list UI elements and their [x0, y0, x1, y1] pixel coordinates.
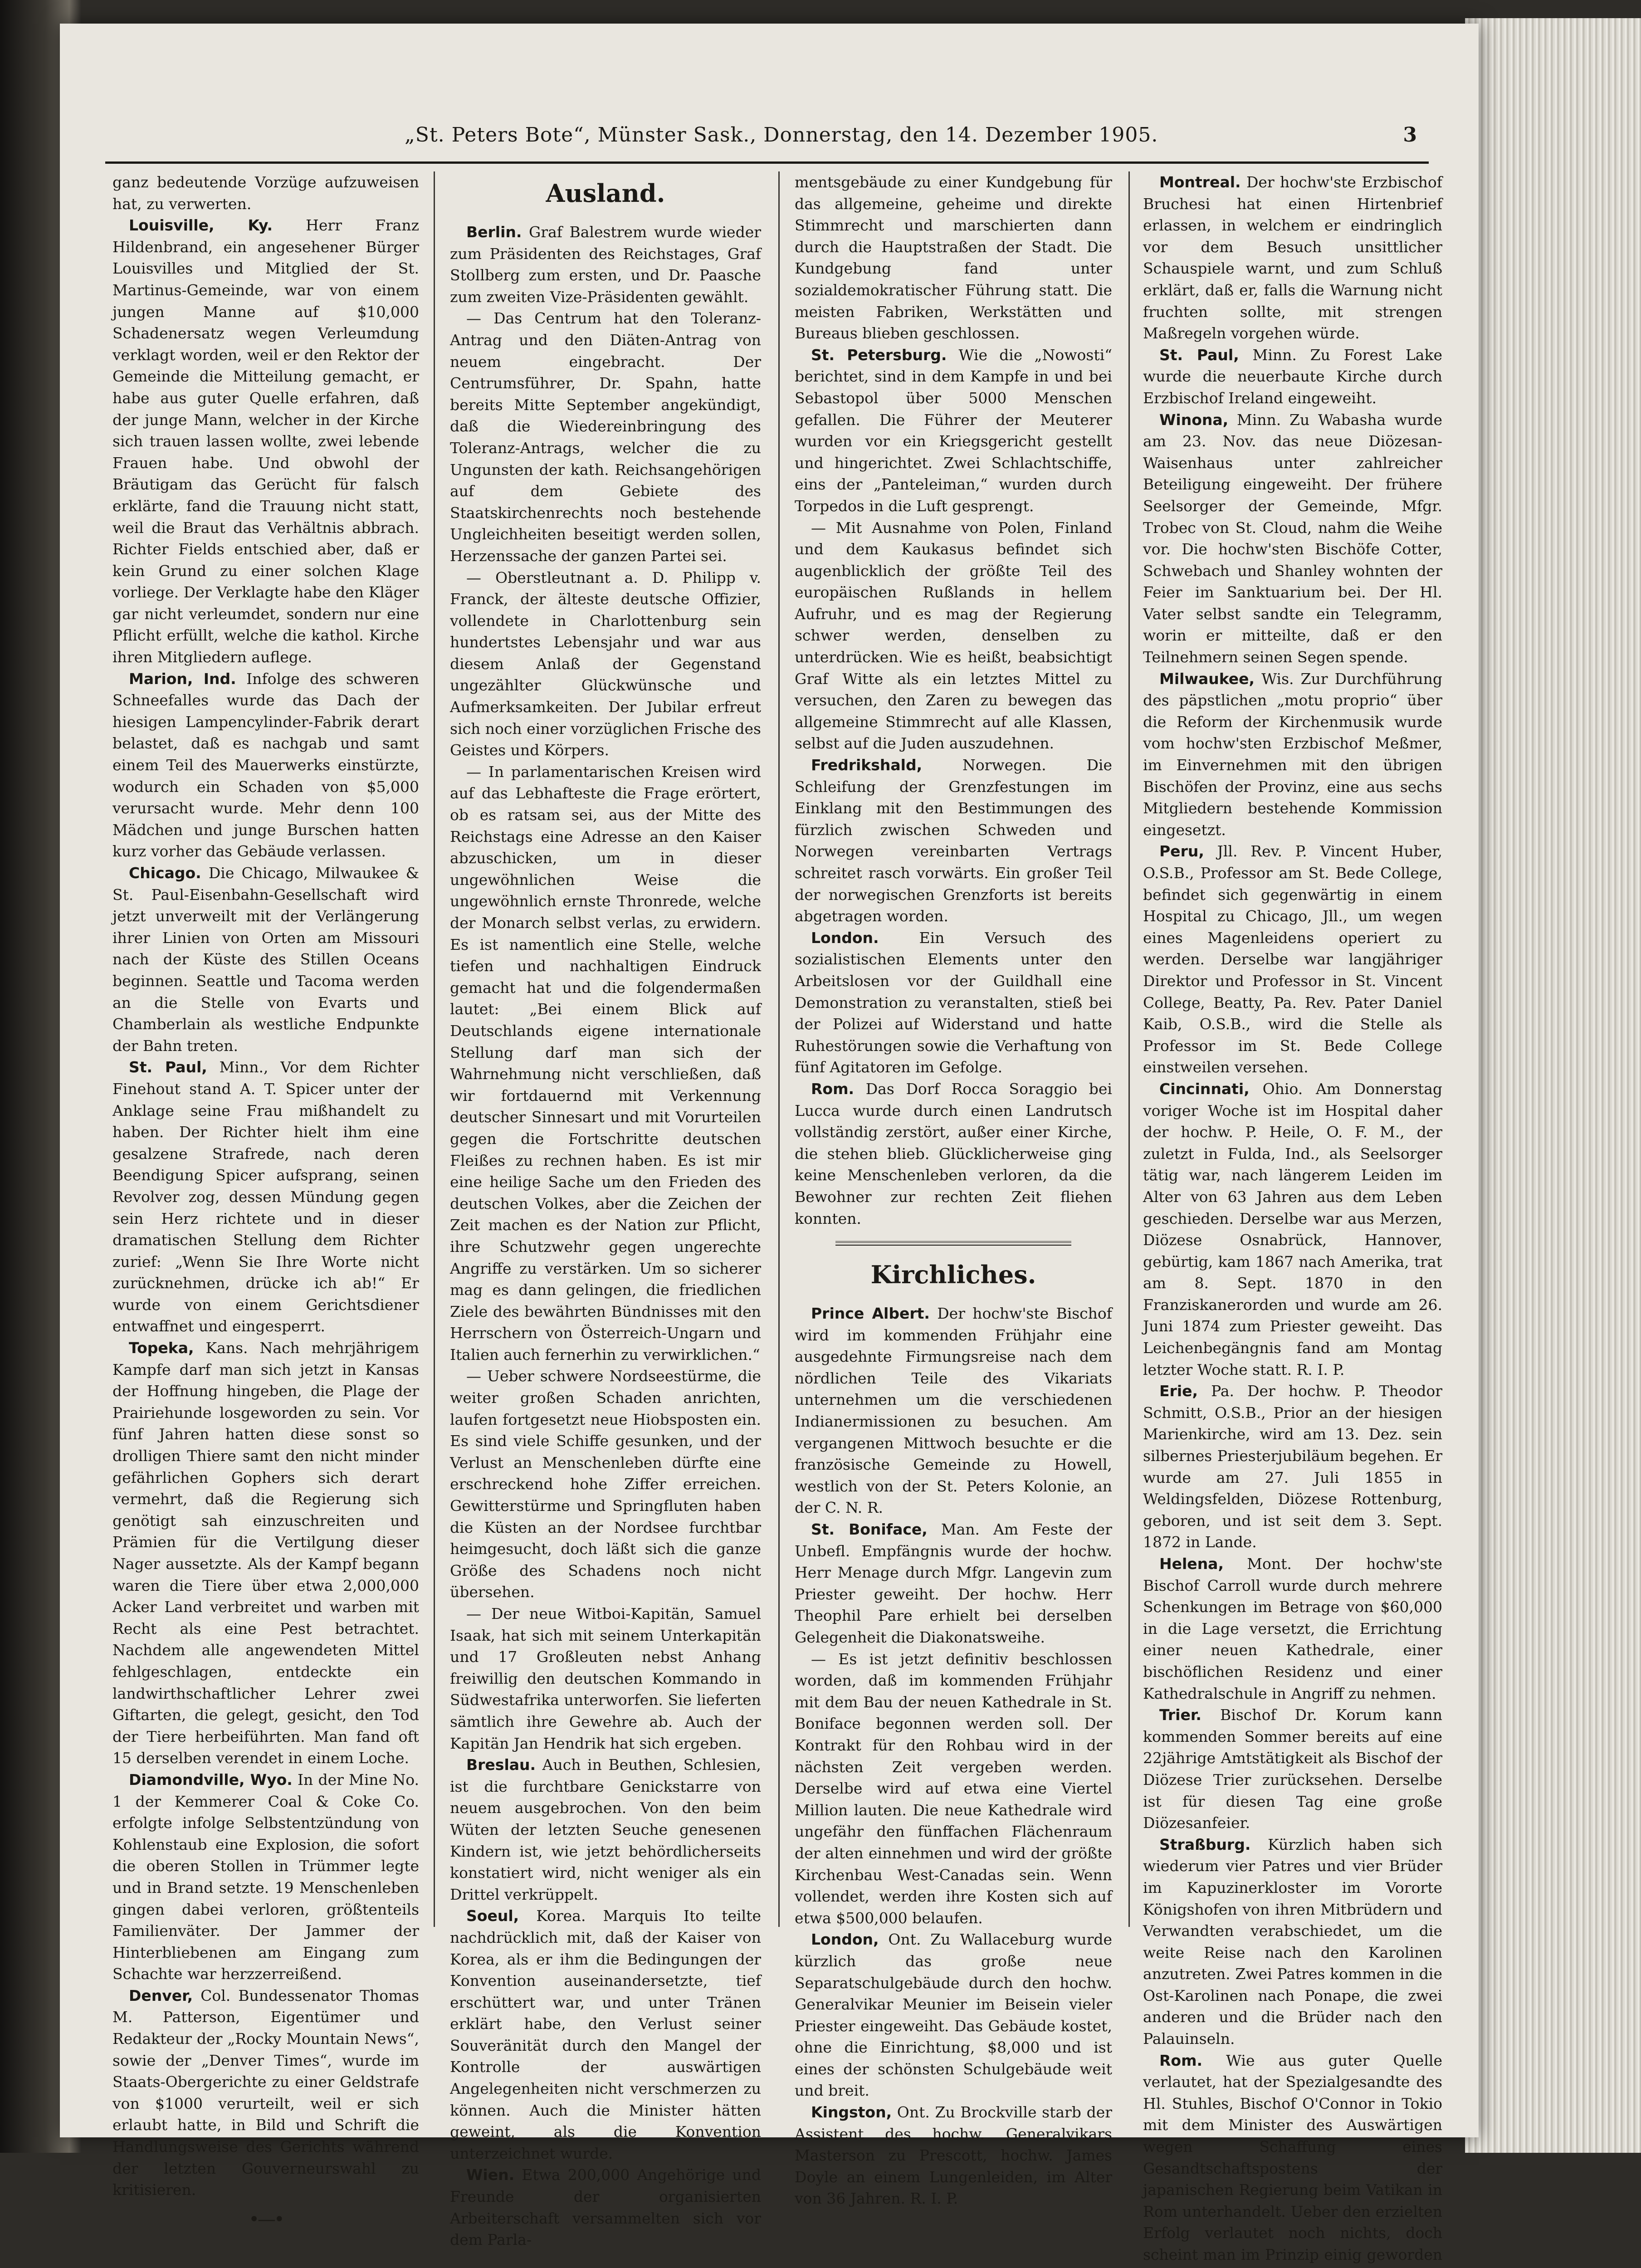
news-text: — Der neue Witboi-Kapitän, Samuel Isaak, hat sich mit seinem Unterkapitän und 17 Großleuten nebst Anhang freiwillig den deutschen Kommando in Südwestafrika unterworfen. Sie lieferten sämtlich ihre Gewehre ab. Auch der Kapitän Jan Hendrik hat sich ergeben. — [450, 1605, 761, 1752]
dateline: Trier. — [1159, 1706, 1201, 1724]
running-head-title: „St. Peters Bote“, Münster Sask., Donnerstag, den 14. Dezember 1905. — [405, 123, 1158, 147]
news-item — [1143, 344, 1442, 409]
dateline: Rom. — [811, 1080, 855, 1098]
news-item — [112, 668, 419, 862]
news-text: Norwegen. Die Schleifung der Grenzfestungen im Einklang mit den Bestimmungen des fürzlich zwischen Schweden und Norwegen vereinbarten Vertrags schreitet rasch vorwärts. Ein großer Teil der norwegischen Grenzforts ist bereits abgetragen worden. — [795, 756, 1112, 925]
article-list — [112, 215, 419, 2201]
news-text: Mont. Der hochw'ste Bischof Carroll wurde durch mehrere Schenkungen im Betrage von $60,000 in die Lage versetzt, die Errichtung einer neuen Kathedrale, einer bischöflichen Residenz und einer Kathedralschule in Angriff zu nehmen. — [1143, 1555, 1442, 1702]
column-1 — [112, 171, 419, 2230]
news-text: Ohio. Am Donnerstag voriger Woche ist im Hospital daher der hochw. P. Heile, O. F. M., der zuletzt in Fulda, Ind., als Seelsorger tätig war, nach längerem Leiden im Alter von 63 Jahren aus dem Leben geschieden. Derselbe war aus Merzen, Diözese Osnabrück, Hannover, gebürtig, kam 1867 nach Amerika, trat am 8. Sept. 1870 in den Franziskanerorden und wurde am 26. Juni 1874 zum Priester geweiht. Das Leichenbegängnis fand am Montag letzter Woche statt. R. I. P. — [1143, 1080, 1442, 1378]
dateline: Chicago. — [129, 864, 201, 882]
dateline: Milwaukee, — [1159, 670, 1255, 688]
news-item — [450, 308, 761, 567]
news-item — [1143, 171, 1442, 344]
dateline: London, — [811, 1931, 879, 1949]
news-item — [1143, 1834, 1442, 2050]
dateline: Soeul, — [466, 1907, 519, 1925]
dateline: Breslau. — [466, 1756, 536, 1774]
news-text: In der Mine No. 1 der Kemmerer Coal & Coke Co. erfolgte infolge Selbstentzündung von Kohlenstaub eine Explosion, die sofort die oberen Stollen in Trümmer legte und in Brand setzte. 19 Menschenleben gingen dabei verloren, größtenteils Familienväter. Der Jammer der Hinterbliebenen am Eingang zum Schachte war herzzerreißend. — [112, 1770, 419, 1983]
continued-text: ganz bedeutende Vorzüge aufzuweisen hat, zu verwerten. — [112, 173, 419, 213]
dateline: Fredrikshald, — [811, 756, 923, 774]
news-item — [112, 1056, 419, 1337]
dateline: Helena, — [1159, 1555, 1224, 1573]
dateline: St. Petersburg. — [811, 346, 947, 364]
news-item — [450, 1754, 761, 1905]
news-item — [112, 1769, 419, 1985]
news-item — [112, 215, 419, 668]
column-rule — [1128, 171, 1130, 1927]
news-text: Infolge des schweren Schneefalles wurde das Dach der hiesigen Lampencylinder-Fabrik derart belastet, daß es nachgab und samt einem Teil des Mauerwerks einstürzte, wodurch ein Schaden von $5,000 verursacht wurde. Mehr denn 100 Mädchen und junge Burschen hatten kurz vorher das Gebäude verlassen. — [112, 670, 419, 860]
news-item — [1143, 1704, 1442, 1834]
news-text: Wie aus guter Quelle verlautet, hat der Spezialgesandte des Hl. Stuhles, Bischof O'Connor in Tokio mit dem Minister des Auswärtigen wegen Schaffung eines Gesandtschaftspostens der japanischen Regierung beim Vatikan in Rom unterhandelt. Ueber den erzielten Erfolg verlautet noch nichts, doch scheint man im Prinzip einig geworden — [1143, 2051, 1442, 2263]
news-item — [1143, 1078, 1442, 1380]
news-item — [450, 1905, 761, 2164]
news-text: — Ueber schwere Nordseestürme, die weiter großen Schaden anrichten, laufen fortgesetzt neue Hiobsposten ein. Es sind viele Schiffe gesunken, und der Verlust an Menschenleben dürfte eine erschreckend hohe Ziffer erreichen. Gewitterstürme und Springfluten haben die Küsten an der Nordsee furchtbar heimgesucht, doch läßt sich die ganze Größe des Schadens noch nicht übersehen. — [450, 1367, 761, 1601]
news-item — [1143, 1553, 1442, 1704]
dateline: Diamondville, Wyo. — [129, 1770, 293, 1789]
dateline: Montreal. — [1159, 173, 1241, 191]
article-list — [795, 344, 1112, 1229]
news-item — [1143, 841, 1442, 1078]
article-list — [450, 221, 761, 2251]
news-item — [795, 1303, 1112, 1519]
dateline: Peru, — [1159, 842, 1204, 860]
news-item — [795, 344, 1112, 517]
news-text: Man. Am Feste der Unbefl. Empfängnis wurde der hochw. Herr Menage durch Mfgr. Langevin zum Priester geweiht. Der hochw. Herr Theophil Pare erhielt bei derselben Gelegenheit die Diakonatsweihe. — [795, 1520, 1112, 1646]
news-text: Ont. Zu Brockville starb der Assistent des hochw. Generalvikars Masterson zu Prescott, hochw. James Doyle an einem Lungenleiden, im Alter von 36 Jahren. R. I. P. — [795, 2103, 1112, 2208]
news-text: Col. Bundessenator Thomas M. Patterson, Eigentümer und Redakteur der „Rocky Mountain News“, sowie der „Denver Times“, wurde im Staats-Obergerichte zu einer Geldstrafe von $1000 verurteilt, weil er sich erlaubt hatte, in Bild und Schrift die Handlungsweise des Gerichts während der letzten Gouverneurswahl zu kritisieren. — [112, 1986, 419, 2199]
news-item — [795, 2102, 1112, 2209]
news-item — [450, 2164, 761, 2250]
news-item — [795, 927, 1112, 1078]
dateline: Cincinnati, — [1159, 1080, 1250, 1098]
news-text: Ein Versuch des sozialistischen Elements unter den Arbeitslosen vor der Guildhall eine Demonstration zu veranstalten, stieß bei der Polizei auf Widerstand und hatte Ruhestörungen sowie die Verhaftung von fünf Agitatoren im Gefolge. — [795, 929, 1113, 1076]
page-number: 3 — [1403, 123, 1417, 147]
column-2 — [450, 171, 762, 2249]
dateline: Kingston, — [811, 2103, 892, 2121]
news-text: — Das Centrum hat den Toleranz-Antrag und den Diäten-Antrag von neuem eingebracht. Der Centrumsführer, Dr. Spahn, hatte bereits Mitte September angekündigt, daß die Wiedereinbringung des Toleranz-Antrags, welcher die zu Ungunsten der kath. Reichsangehörigen auf dem Gebiete des Staatskirchenrechts noch bestehende Ungleichheiten beseitigt werden sollen, Herzenssache der ganzen Partei sei. — [450, 309, 761, 565]
dateline: Wien. — [466, 2166, 515, 2184]
news-item — [795, 1648, 1112, 1929]
news-text: — Es ist jetzt definitiv beschlossen worden, daß im kommenden Frühjahr mit dem Bau der neuen Kathedrale in St. Boniface begonnen werden soll. Der Kontrakt für den Rohbau wird in der nächsten Zeit vergeben werden. Derselbe wird auf etwa eine Viertel Million lauten. Die neue Kathedrale wird ungefähr den fünffachen Flächenraum der alten einnehmen und wird der größte Kirchenbau West-Canadas sein. Wenn vollendet, werden ihre Kosten sich auf etwa $500,000 belaufen. — [795, 1650, 1112, 1927]
column-rule — [778, 171, 780, 1927]
dateline: Berlin. — [466, 223, 522, 241]
news-text: Die Chicago, Milwaukee & St. Paul-Eisenbahn-Gesellschaft wird jetzt unverweilt mit der Verlängerung ihrer Linien von Orten am Missouri nach der Küste des Stillen Oceans beginnen. Seattle und Tacoma werden an die Stelle von Evarts und Chamberlain als westliche Endpunkte der Bahn treten. — [112, 864, 419, 1055]
news-text: Herr Franz Hildenbrand, ein angesehener Bürger Louisvilles und Mitglied der St. Martinus-Gemeinde, war von einem jungen Manne auf $10,000 Schadenersatz wegen Verleumdung verklagt worden, weil er den Rektor der Gemeinde die Mitteilung gemacht, er habe aus guter Quelle erfahren, daß der junge Mann, welcher in der Kirche sich trauen lassen wollte, zwei lebende Frauen habe. Und obwohl der Bräutigam das Gerücht für falsch erklärte, fand die Trauung nicht statt, weil die Braut das Verhältnis abbrach. Richter Fields entschied aber, daß er kein Grund zu einer solchen Klage vorliege. Der Verklagte habe den Kläger gar nicht verleumdet, sondern nur eine Pflicht erfüllt, welche die kathol. Kirche ihren Mitgliedern auflege. — [112, 216, 419, 666]
news-text: — Mit Ausnahme von Polen, Finland und dem Kaukasus befindet sich augenblicklich der größte Teil des europäischen Rußlands in hellem Aufruhr, und es mag der Regierung schwer werden, denselben zu unterdrücken. Wie es heißt, beabsichtigt Graf Witte als ein letztes Mittel zu versuchen, den Zaren zu bewegen das allgemeine Stimmrecht auf alle Klassen, selbst auf die Juden auszudehnen. — [795, 518, 1112, 753]
news-text: Bischof Dr. Korum kann kommenden Sommer bereits auf eine 22jährige Amtstätigkeit als Bischof der Diözese Trier zurücksehen. Derselbe ist für diesen Tag eine große Diözesanfeier. — [1143, 1706, 1442, 1832]
dateline: St. Boniface, — [811, 1520, 928, 1539]
column-3 — [795, 171, 1113, 2208]
news-item — [112, 1985, 419, 2201]
section-title-kirchliches: Kirchliches. — [870, 1260, 1036, 1290]
news-item — [450, 221, 761, 308]
news-item — [1143, 1380, 1442, 1553]
news-text: Graf Balestrem wurde wieder zum Präsidenten des Reichstages, Graf Stollberg zum ersten, und Dr. Paasche zum zweiten Vize-Präsidenten gewählt. — [450, 223, 762, 306]
news-text: — Oberstleutnant a. D. Philipp v. Franck, der älteste deutsche Offizier, vollendete in Charlottenburg sein hundertstes Lebensjahr und war aus diesem Anlaß der Gegenstand ungezählter Glückwünsche und Aufmerksamkeiten. Der Jubilar erfreut sich noch einer vorzüglichen Frische des Geistes und Körpers. — [450, 568, 761, 759]
news-text: Auch in Beuthen, Schlesien, ist die furchtbare Genickstarre von neuem ausgebrochen. Von den beim Wüten der letzten Seuche genesenen Kindern ist, wie jetzt behördlicherseits konstatiert wird, nicht weniger als ein Drittel verkrüppelt. — [450, 1756, 761, 1903]
dateline: Topeka, — [129, 1339, 194, 1357]
news-text: Ont. Zu Wallaceburg wurde kürzlich das große neue Separatschulgebäude durch den hochw. Generalvikar Meunier im Beisein vieler Priester eingeweiht. Das Gebäude kostet, ohne die Einrichtung, $8,000 und ist eines der schönsten Schulgebäude weit und breit. — [795, 1931, 1113, 2100]
news-text: — In parlamentarischen Kreisen wird auf das Lebhafteste die Frage erörtert, ob es ratsam sei, aus der Mitte des Reichstags eine Adresse an den Kaiser abzuschicken, um in dieser ungewöhnlichen Weise die ungewöhnlich ernste Thronrede, welche der Monarch selbst verlas, zu erwidern. Es ist namentlich eine Stelle, welche tiefen und nachhaltigen Eindruck gemacht hat und die folgendermaßen lautet: „Bei einem Blick auf Deutschlands eigene internationale Stellung darf man sich der Wahrnehmung nicht verschließen, daß wir fortdauernd mit Verkennung deutscher Sinnesart und mit Vorurteilen gegen die Fortschritte deutschen Fleißes zu rechnen haben. Es ist mir eine heilige Sache um den Frieden des deutschen Volkes, aber die Zeichen der Zeit machen es der Nation zur Pflicht, ihre Schutzwehr gegen ungerechte Angriffe zu verstärken. Um so sicherer mag es dann gelingen, die friedlichen Ziele des bewährten Bündnisses mit den Herrschern von Österreich-Ungarn und Italien auch fernerhin zu verwirklichen.“ — [450, 763, 761, 1364]
news-item — [112, 1337, 419, 1769]
news-item — [1143, 409, 1442, 668]
dateline: St. Paul, — [1159, 346, 1239, 364]
column-4 — [1143, 171, 1443, 2263]
news-item — [450, 1365, 761, 1603]
end-ornament: •—• — [249, 2209, 283, 2230]
news-text: Minn. Zu Forest Lake wurde die neuerbaute Kirche durch Erzbischof Ireland eingeweiht. — [1143, 346, 1442, 407]
dateline: Straßburg. — [1159, 1835, 1251, 1853]
news-item — [795, 517, 1112, 755]
running-head — [60, 119, 1479, 155]
news-item — [795, 1519, 1112, 1648]
news-item — [112, 862, 419, 1056]
news-text: Jll. Rev. P. Vincent Huber, O.S.B., Professor am St. Bede College, befindet sich gegenwärtig in einem Hospital zu Chicago, Jll., um wegen eines Magenleidens operiert zu werden. Derselbe war langjähriger Direktor und Professor in St. Vincent College, Beatty, Pa. Rev. Pater Daniel Kaib, O.S.B., wird die Stelle als Professor im St. Bede College einstweilen versehen. — [1143, 842, 1442, 1076]
news-text: Korea. Marquis Ito teilte nachdrücklich mit, daß der Kaiser von Korea, als er ihm die Bedingungen der Konvention auseinandersetzte, tief erschüttert war, und unter Tränen erklärt habe, den Verlust seiner Souveränität durch den Mangel der Kontrolle der auswärtigen Angelegenheiten nicht verschmerzen zu können. Auch die Minister hätten geweint, als die Konvention unterzeichnet wurde. — [450, 1907, 761, 2162]
dateline: London. — [811, 929, 879, 947]
dateline: Denver, — [129, 1986, 193, 2004]
dateline: Erie, — [1159, 1382, 1198, 1400]
news-text: Der hochw'ste Bischof wird im kommenden Frühjahr eine ausgedehnte Firmungsreise nach dem nördlichen Teile des Vikariats unternehmen um die verschiedenen Indianermissionen zu besuchen. Am vergangenen Mittwoch besuchte er die französische Gemeinde zu Howell, westlich von der St. Peters Kolonie, an der C. N. R. — [795, 1305, 1112, 1517]
news-text: Minn. Zu Wabasha wurde am 23. Nov. das neue Diözesan-Waisenhaus unter zahlreicher Beteiligung eingeweiht. Der frühere Seelsorger der Gemeinde, Mfgr. Trobec von St. Cloud, nahm die Weihe vor. Die hochw'sten Bischöfe Cotter, Schwebach und Shanley wohnten der Feier im Sanktuarium bei. Der Hl. Vater selbst sandte ein Telegramm, worin er mitteilte, daß er den Teilnehmern seinen Segen spende. — [1143, 411, 1442, 666]
dateline: St. Paul, — [129, 1058, 207, 1076]
page-stack-edge — [1465, 18, 1641, 2153]
news-text: Der hochw'ste Erzbischof Bruchesi hat einen Hirtenbrief erlassen, in welchem er eindringlich vor dem Besuch unsittlicher Schauspiele warnt, und zum Schluß erklärt, daß er, falls die Warnung nicht fruchten sollte, mit strengen Maßregeln vorgehen würde. — [1143, 173, 1443, 342]
news-item — [1143, 668, 1442, 841]
news-item — [795, 754, 1112, 927]
news-text: Das Dorf Rocca Soraggio bei Lucca wurde durch einen Landrutsch vollständig zerstört, außer einer Kirche, die stehen blieb. Glücklicherweise ging keine Menschenleben verloren, da die Bewohner zur rechten Zeit fliehen konnten. — [795, 1080, 1112, 1227]
news-item — [795, 1078, 1112, 1229]
news-text: Kans. Nach mehrjährigem Kampfe darf man sich jetzt in Kansas der Hoffnung hingeben, die Plage der Prairiehunde losgeworden zu sein. Vor fünf Jahren hatten diese sonst so drolligen Thiere samt den nicht minder gefährlichen Gophers sich derart vermehrt, daß die Regierung sich genötigt sah einzuschreiten und Prämien für die Vertilgung dieser Nager aussetzte. Als der Kampf begann waren die Tiere über etwa 2,000,000 Acker Land verbreitet und warben mit Recht als eine Pest betrachtet. Nachdem alle angewendeten Mittel fehlgeschlagen, entdeckte ein landwirthschaftlicher Lehrer zwei Giftarten, die gelegt, gesicht, den Tod der Tiere herbeiführten. Man fand oft 15 derselben verendet in einem Loche. — [112, 1339, 419, 1767]
news-text: Kürzlich haben sich wiederum vier Patres und vier Brüder im Kapuzinerkloster im Vororte Königshofen von ihren Mitbrüdern und Verwandten verabschiedet, um die weite Reise nach den Karolinen anzutreten. Zwei Patres kommen in die Ost-Karolinen nach Ponape, die zwei anderen und die Brüder nach den Palauinseln. — [1143, 1835, 1442, 2048]
dateline: Louisville, Ky. — [129, 216, 273, 235]
news-item — [795, 1929, 1112, 2102]
news-text: Wie die „Nowosti“ berichtet, sind in dem Kampfe in und bei Sebastopol über 5000 Menschen gefallen. Die Führer der Meuterer wurden vor ein Kriegsgericht gestellt und hingerichtet. Zwei Schlachtschiffe, eins der „Panteleiman,“ wurden durch Torpedos in die Luft gesprengt. — [795, 346, 1113, 515]
news-item — [450, 567, 761, 761]
header-rule — [105, 161, 1429, 164]
section-title-ausland: Ausland. — [546, 179, 665, 208]
news-text: Minn., Vor dem Richter Finehout stand A. T. Spicer unter der Anklage seine Frau mißhandelt zu haben. Der Richter hielt ihm eine gesalzene Strafrede, nach deren Beendigung Spicer aufsprang, seinen Revolver zog, dessen Mündung gegen sein Herz richtete und in dieser dramatischen Stellung dem Richter zurief: „Wenn Sie Ihre Worte nicht zurücknehmen, drücke ich ab!“ Er wurde von einem Gerichtsdiener entwaffnet und eingesperrt. — [112, 1058, 419, 1335]
section-divider — [835, 1241, 1071, 1246]
dateline: Rom. — [1159, 2051, 1203, 2069]
newspaper-page — [60, 24, 1479, 2263]
article-list — [1143, 171, 1442, 2268]
news-text: Wis. Zur Durchführung des päpstlichen „motu proprio“ über die Reform der Kirchenmusik wurde vom hochw'sten Erzbischof Meßmer, im Einvernehmen mit den übrigen Bischöfen der Provinz, eine aus sechs Mitgliedern bestehende Kommission eingesetzt. — [1143, 670, 1442, 839]
dateline: Marion, Ind. — [129, 670, 236, 688]
column-rule — [434, 171, 435, 1927]
article-list — [795, 1303, 1112, 2209]
news-item — [450, 761, 761, 1366]
news-text: Etwa 200,000 Angehörige und Freunde der organisierten Arbeiterschaft versammelten sich vor dem Parla- — [450, 2166, 761, 2249]
dateline: Prince Albert. — [811, 1305, 930, 1323]
dateline: Winona, — [1159, 411, 1229, 429]
news-text: Pa. Der hochw. P. Theodor Schmitt, O.S.B., Prior an der hiesigen Marienkirche, wird am 13. Dez. sein silbernes Priesterjubiläum begehen. Er wurde am 27. Juli 1855 in Weldingsfelden, Diözese Rottenburg, geboren, und ist seit dem 3. Sept. 1872 in Lande. — [1143, 1382, 1442, 1551]
news-item — [1143, 2050, 1442, 2268]
continued-text: mentsgebäude zu einer Kundgebung für das allgemeine, geheime und direkte Stimmrecht und marschierten dann durch die Hauptstraßen der Stadt. Die Kundgebung fand unter sozialdemokratischer Führung statt. Die meisten Fabriken, Werkstätten und Bureaus blieben geschlossen. — [795, 173, 1112, 342]
news-item — [450, 1603, 761, 1754]
